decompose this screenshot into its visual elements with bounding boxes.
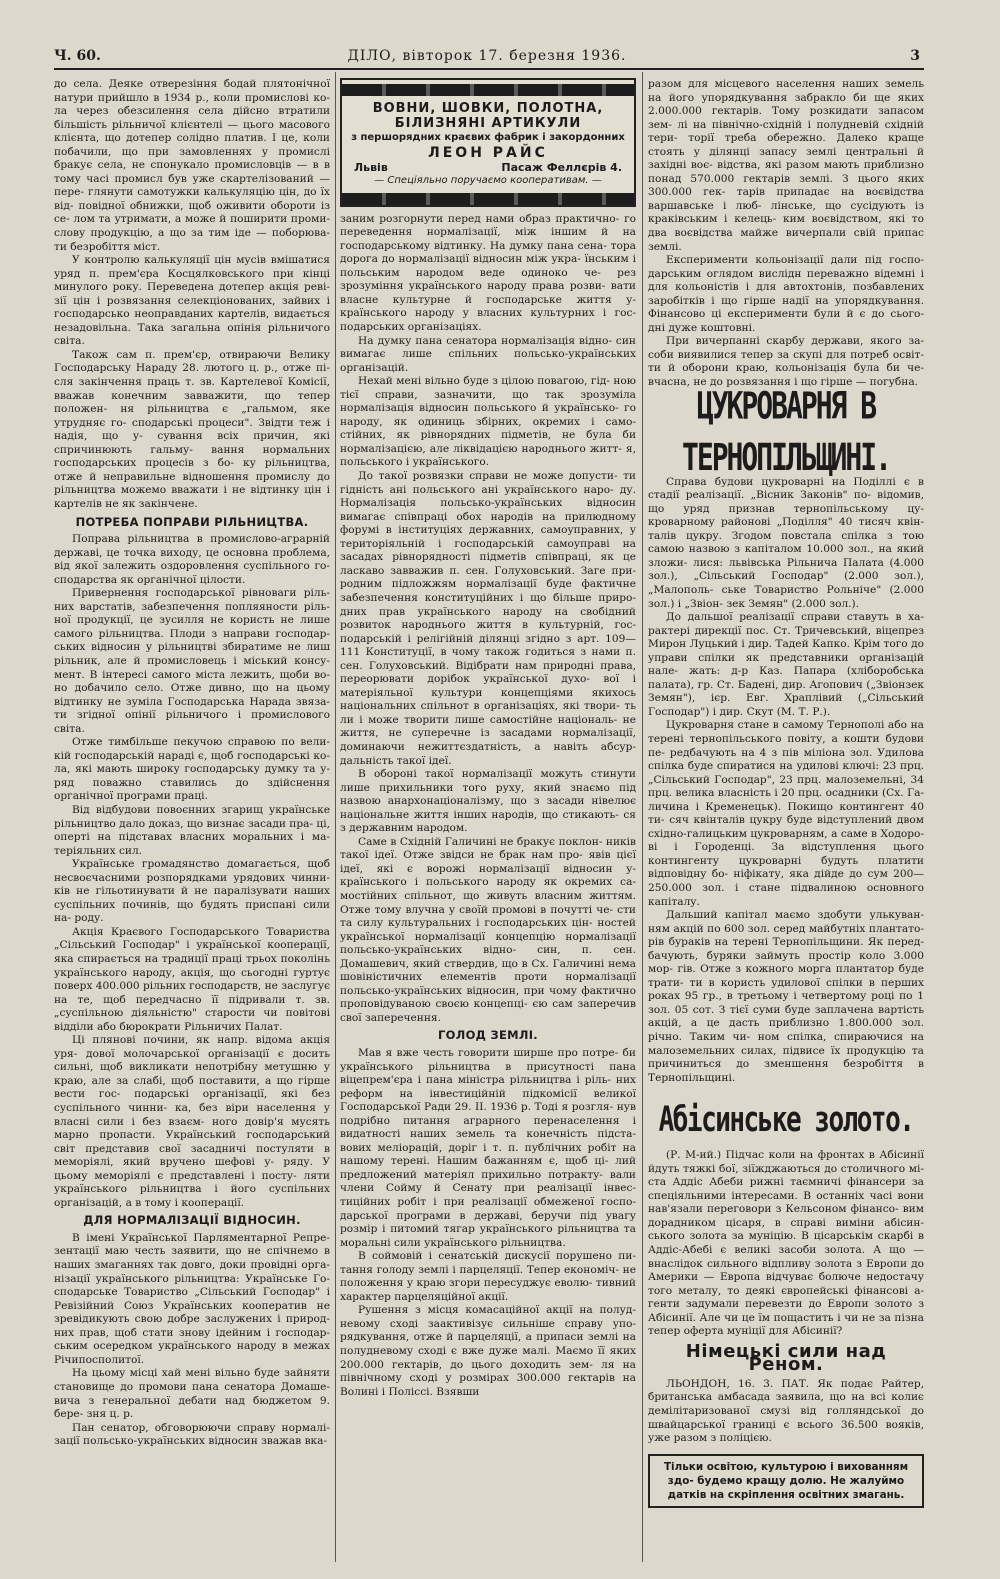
paragraph: На цьому місці хай мені вільно буде зайняти становище до промови пана сенатора Домаше- вича з генеральної дебати над бюджетом 9. бере- зня ц. р. (54, 1367, 330, 1421)
section-heading: ПОТРЕБА ПОПРАВИ РІЛЬНИЦТВА. (75, 514, 309, 529)
article-headline: Абісинське золото. (658, 1099, 914, 1141)
paragraph: Експерименти кольонізації дали під госпо- дарським оглядом вислідн переважно відемні і для кольоністів і для автохтонів, позбавлених заробітків і що гірше надії на упорядкування. Фінансово ці експерименти були й є до сього- дні дуже коштовні. (648, 254, 924, 334)
paragraph: Привернення господарської рівноваги ріль- них варстатів, забезпечення попляяности ріль- ної продукції, це зусилля не користь не лише самого рільництва. Плоди з направи господар- ських відносин у рільництві збиратиме не лиш рільник, але й промисловець і міський консу- мент. В інтересі самого міста лежить, щоби во- но добачило село. Отже дивно, що на цьому відтинку не зуміла Господарська Нарада звяза- ти згідної опінії рільничого і промислового світа. (54, 587, 330, 735)
paragraph: В соймовій і сенатській дискусії порушено пи- тання голоду землі і парцеляції. Тепер економіч- не положення у краю згори пересуджує еволю- тивний характер парцеляційної акції. (340, 1250, 636, 1303)
paragraph: заним розгорнути перед нами образ практично- го переведення нормалізації, між іншим й на господарському відтинку. На думку пана сена- тора дорога до нормалізації відносин між укра- їнським і польським народом веде одиноко че- рез зрозуміння українського народу права розви- вати власне культурне й господарське життя у- країнського народу у власних культурних і гос- подарських організаціях. (340, 212, 636, 334)
ad-address (348, 161, 628, 175)
paragraph: Дальший капітал маємо здобути улькуван- ням акцій по 600 зол. серед майбутніх плантато- рів бураків на терені Тернопільщини. Як перед- бачують, буряки займуть простір коло 3.000 мор- гів. Отже з кожного морга плантатор буде трати- ти в користь удилової спілки в перших роках 95 гр., в третьому і четвертому році по 1 зол. 05 сот. З тієї суми буде заплачена вартість акцій, а це дасть приблизно 1.800.000 зол. річно. Таким чи- ном спілка, спираючися на малоземельних силах, підвисе їх продукцію та причиниться до зменшення безробіття в Тернопільщині. (648, 909, 924, 1084)
ad-note: — Спеціяльно поручаємо кооперативам. — (374, 175, 602, 187)
paragraph: Справа будови цукроварні на Поділлі є в стадії реалізації. „Вісник Законів" по- відомив, що уряд признав тернопільському цу- кроварному районові „Поділля" 40 тисяч квін- талів цукру. Згодом повстала спілка з тою самою назвою з капіталом 10.000 зол., на який зложи- лися: львівська Рільнича Палата (4.000 зол.), „Сільський Господар" (2.000 зол.), „Малополь- ське Товариство Рольніче" (2.000 зол.) і „Звіон- зек Земян" (2.000 зол.). (648, 475, 924, 610)
paragraph: В обороні такої нормалізації можуть стинути лише прихильники того руху, який знаємо під назвою анархонаціоналізму, що з засади нівелює національне життя інших народів, що стикають- ся з державним народом. (340, 768, 636, 835)
paragraph: Ці плянові почини, як напр. відома акція уря- дової молочарської організації є досить сильні, щоб викликати непотрібну метушню у краю, але за слабі, щоб поставити, а що гірше вести гос- подарські організації, які без суспільного чинни- ка, без віри населення у власні сили і без взаєм- ного довір'я мусять марно пропасти. Український господарський світ представив свої засадничі постуляти в меморіялі, який вручено шефові у- ряду. У цьому меморіялі є представлені і посту- ляти українського рільництва і його суспільних організацій, а в тому і кооперації. (54, 1034, 330, 1209)
paragraph: Українське громадянство домагається, щоб несвоєчасними розпорядками урядових чинни- ків не гільотинувати й не паралізувати наших суспільних починів, що будять приспані сили на- роду. (54, 858, 330, 925)
column-separator (642, 72, 643, 1562)
column-2 (340, 78, 636, 1548)
column-1 (54, 78, 330, 1548)
column-separator (335, 72, 336, 1562)
header-rule (54, 68, 924, 70)
paragraph: Від відбудови повоєнних згарищ українське рільництво дало доказ, що визнає засади пра- ці, оперті на підставах власних моральних і ма- теріяльних сил. (54, 803, 330, 857)
appeal-notice-box: Тільки освітою, культурою і вихованням здо- будемо кращу долю. Не жалуймо датків на скріплення освітних змагань. (648, 1454, 924, 1508)
paragraph: Також сам п. прем'єр, отвираючи Велику Господарську Нараду 28. лютого ц. р., отже пі- сля закінчення праць т. зв. Картелевої Комісії, вважав конечним завважити, що тепер положен- ня рільництва є „гальмом, яке утрудняє го- сподарські процеси". Звідти теж і надія, що у- сування всіх причин, які спричинюють гальму- вання нормальних господарських процесів з бо- ку рільництва, отже й неправильне відношення промислу до рільництва можемо вважати і не відтинку цін і картелів не як закінчене. (54, 348, 330, 510)
paragraph: Саме в Східній Галичині не бракує поклон- ників такої ідеї. Отже звідси не брак нам про- явів цієї ідеї, які є ворожі нормалізації відносин у- країнського і польського народу як окремих са- мостійних спільнот, що живуть власним життям. Отже тому влучна у своїй промові в почутті че- сти та силу культуральних і господарських цін- ностей української нормалізації концепцію нормалізації польсько-українських відно- син, п. сен. Домашевич, який ствердив, що в Сх. Галичині нема шовіністичних елементів проти нормалізації польсько-українських відносин, при чому фактично проповідуваною своєю концепці- єю сам заперечив свої заперечення. (340, 835, 636, 1024)
section-heading: ГОЛОД ЗЕМЛІ. (438, 1028, 538, 1043)
ad-street: Пасаж Феллєрів 4. (501, 160, 622, 174)
paragraph: На думку пана сенатора нормалізація відно- син вимагає лише спільних польсько-українських організацій. (340, 334, 636, 374)
masthead-date: ДІЛО, вівторок 17. березня 1936. (347, 48, 627, 64)
issue-number: Ч. 60. (54, 48, 101, 64)
paragraph: Поправа рільництва в промислово-аграрній державі, це точка виходу, це основна проблема, від якої залежить оздоровлення суспільного го- сподарства як органічної цілости. (54, 533, 330, 586)
advertisement-box (340, 78, 636, 207)
page-number: 3 (910, 48, 920, 64)
paragraph: разом для місцевого населення наших земель на його упорядкування забракло би ще яких 2.000.000 гектарів. Тому розкидати запасом зем- лі на північно-східній і полудневій східній тери- торії треба обережно. Далеко краще стоять у ділянці запасу землі центральні й західні воє- відства, які разом мають приблизно понад 570.000 гектарів землі. З цього яких 300.000 гек- тарів припадає на воєвідства варшавське і люб- лінське, що сусідують із краківським і келець- ким воєвідством, які то два воєвідства майже вичерпали свій припас землі. (648, 78, 924, 253)
paragraph: До такої розвязки справи не може допусти- ти гідність ані польського ані українського наро- ду. Нормалізація польсько-українських відносин вимагає співпраці обох народів на прилюдному форумі в інституціях державних, самоуправних, у територіяльній і господарській самоуправі на засадах рівнорядності підметів співпраці, як це ласкаво завважив п. сен. Голуховський. Заге при- родним підложжям нормалізації буде фактичне забезпечення конституційних і що більше приро- дних прав українського народу на свобідний розвиток народнього життя в культурній, гос- подарській і релігійній ділянці згідно з арт. 109— 111 Конституції, в чому також годиться з нами п. сен. Голуховський. Відібрати нам природні права, переорювати дорібок української духо- вої і матеріяльної культури концепціями якихось національних спільнот в організаціях, які твори- ть ли і може творити лише самостійне національ- не життя, не суперечне із засадами нормалізації, доминаючи нежиттєздатність, а навіть абсур- дальність такої ідеї. (340, 470, 636, 767)
paragraph: До дальшої реалізації справи ставуть в ха- рактері дирекції пос. Ст. Тричевський, віцепрез Мирон Луцький і дир. Тадей Капко. Крім того до управи спілки як представники організацій нале- жать: д-р Каз. Папара (хліборобська палата), гр. Ст. Бадені, дир. Агопович („Звіонзек Земян"), ієр. Евг. Храплівий („Сільський Господар") і дир. Скут (М. Т. Р.). (648, 611, 924, 718)
ad-line: з першорядних краєвих фабрик і закордонних (351, 132, 625, 143)
paragraph: до села. Деяке отверезіння бодай плятонічної натури прийшло в 1934 р., коли промислові ко- ла через обезсилення села дійсно втратили більшість рільничої клієнтелі — цього масового клієнта, що дотепер солідно платив. І це, коли побачили, що при замовленнях у промислі бракує села, не спонукало промисловців — в в тому часі промисл був уже скартелізований — пере- глянути самотужки калькуляцію цін, до їх від- повідної обнижки, щоб оживити обороти із се- лом та утримати, а може й поширити проми- слову продукцію, а що за тим іде — поборюва- ти безробіття міст. (54, 78, 330, 253)
ad-border-bar (342, 84, 634, 96)
paragraph: Акція Краєвого Господарського Товариства „Сільський Господар" і української кооперації, яка спирається на традиції праці трьох поколінь українського народу, акція, що сьогодні гуртує поверх 400.000 рільних господарств, не заслугує на те, щоб передчасно її підривали т. зв. „суспільною діяльністю" старости чи повітові відділи або бюрократи Рільничих Палат. (54, 925, 330, 1033)
paragraph: ЛЬОНДОН, 16. 3. ПАТ. Як подає Райтер, британська амбасада заявила, що на всі колиє демілітаризованої смузі від голляндської до швайцарської границі є всього 36.500 вояків, уже разом з поліцією. (648, 1377, 924, 1445)
paragraph: (Р. М-ий.) Підчас коли на фронтах в Абісинії йдуть тяжкі бої, зіїжджаються до столичного мі- ста Аддіс Абеби рижні таємничі фінансери за спеціяльними інтересами. В останніх часі вони нав'язали переговори з Кельсоном фінансо- вим дорадником цісаря, в справі виміни абісин- ського золота за муніцію. В цісарськім скарбі в Аддіс-Абебі є великі засоби золота. А що — внаслідок сильного відпливу золота з Европи до Америки — Европа відчуває болюче недостачу того металу, то деякі європейські фінансові а- генти задумали перевезти до Европи золото з Абісинії. Але чи це їм пощастить і чи не за пізна тепер оферта муніції для Абісинії? (648, 1149, 924, 1338)
paragraph: В імені Української Парляментарної Репре- зентації маю честь заявити, що не спічнемо в наших змаганнях так довго, доки провідні орга- нізації українського рільництва: Українське Го- сподарське Товариство „Сільський Господар" і Ревізійний Союз Українських кооператив не зревідикують свою добре заслужених і природ- них прав, щоб стати знову ідейним і господар- ським осередком українського народу в межах Річипосполитої. (54, 1231, 330, 1366)
ad-merchant-name: ЛЕОН РАЙС (428, 145, 548, 161)
paragraph: Мав я вже честь говорити ширше про потре- би українського рільництва в присутності пана віцепрем'єра і пана міністра рільництва і ріль- них реформ на інвестиційній підкомісії великої Господарської Ради 29. II. 1936 р. Тоді я розгля- нув подрібно питання аграрного перенаселення і видатності наших земель та конечність підста- вових меліорацій, доріг і т. п. публічних робіт на нашому терені. Нашим бажанням є, щоб ці- лий предложений матеріял прихильно потракту- вали члени Сойму й Сенату при реалізації інвес- тиційних робіт і при реалізації обмеженої госпо- дарської програми в державі, беручи під увагу розмір і питомий тягар українського рільництва та моральні сили українського рільництва. (340, 1047, 636, 1249)
paragraph: При вичерпанні скарбу держави, якого за- соби виявилися тепер за скупі для потреб освіт- ти й оборони краю, кольонізація була би че- вчасна, не до розвязання і що гірше — погубна. (648, 335, 924, 389)
paragraph: Цукроварня стане в самому Тернополі або на терені тернопільського повіту, а кошти будови пе- редбачують на 4 з пів міліона зол. Удилова спілка буде спиратися на удилові ключі: 23 прц. „Сільський Господар", 23 прц. малоземельні, 34 прц. велика власність і 20 прц. осадники (Сх. Га- личина і Кременецьк). Покищо контингент 40 ти- сяч квінталів цукру буде відступлений двом східно-галицьким цукроварням, а саме в Ходоро- ві і Городенці. За відступлення цього контингенту цукроварні будуть платити відповідну бо- ніфікату, яка дійде до сум 200—250.000 зол. і стане підвалиною основного капіталу. (648, 719, 924, 908)
article-headline: ЦУКРОВАРНЯ В ТЕРНОПІЛЬЩИНІ. (681, 382, 890, 479)
paragraph: Рушення з місця комасаційної акції на полуд- невому сході заактивізує сильніше справу упо- рядкування, отже й парцеляції, а припаси землі на полудневому сході є вже дуже малі. Маємо її яких 200.000 гектарів, до цього доходить зем- ля на північному сході у розмірах 300.000 гектарів на Волині і Поліссі. Взявши (340, 1304, 636, 1398)
section-heading: ДЛЯ НОРМАЛІЗАЦІЇ ВІДНОСИН. (83, 1213, 301, 1228)
paragraph: Пан сенатор, обговорюючи справу нормалі- зації польсько-українських відносин зважав вка- (54, 1421, 330, 1448)
column-3 (648, 78, 924, 1548)
page-header (54, 48, 920, 70)
paragraph: Нехай мені вільно буде з цілою повагою, гід- ною тієї справи, зазначити, що так зрозуміла нормалізація відносин польського й українсько- го народу, як одиниць збірних, окремих і само- стійних, як рівнорядних підметів, не була би нормалізацією, але ліквідацією народнього житт- я, польського і українського. (340, 375, 636, 469)
paragraph: Отже тимбільше пекучою справою по вели- кій господарській нараді є, щоб господарські ко- ла, які мають широку господарську думку та у- ряд поважно ставились до здійснення органічної програми праці. (54, 736, 330, 803)
ad-line: ВОВНИ, ШОВКИ, ПОЛОТНА, (372, 101, 604, 116)
ad-border-bar (342, 193, 634, 205)
ad-line: БІЛИЗНЯНІ АРТИКУЛИ (394, 116, 582, 131)
ad-city: Львів (354, 160, 388, 174)
paragraph: У контролю калькуляції цін мусів вмішатися уряд п. прем'єра Косцялковського при кінці минулого року. Переведена дотепер акція реві- зії цін і розвязання селекціонованих, зайвих і господарсько неоправданих картелів, видається незадовільна. Така загальна опінія рільничого світа. (54, 254, 330, 348)
article-headline: Німецькі сили над Реном. (685, 1340, 887, 1376)
